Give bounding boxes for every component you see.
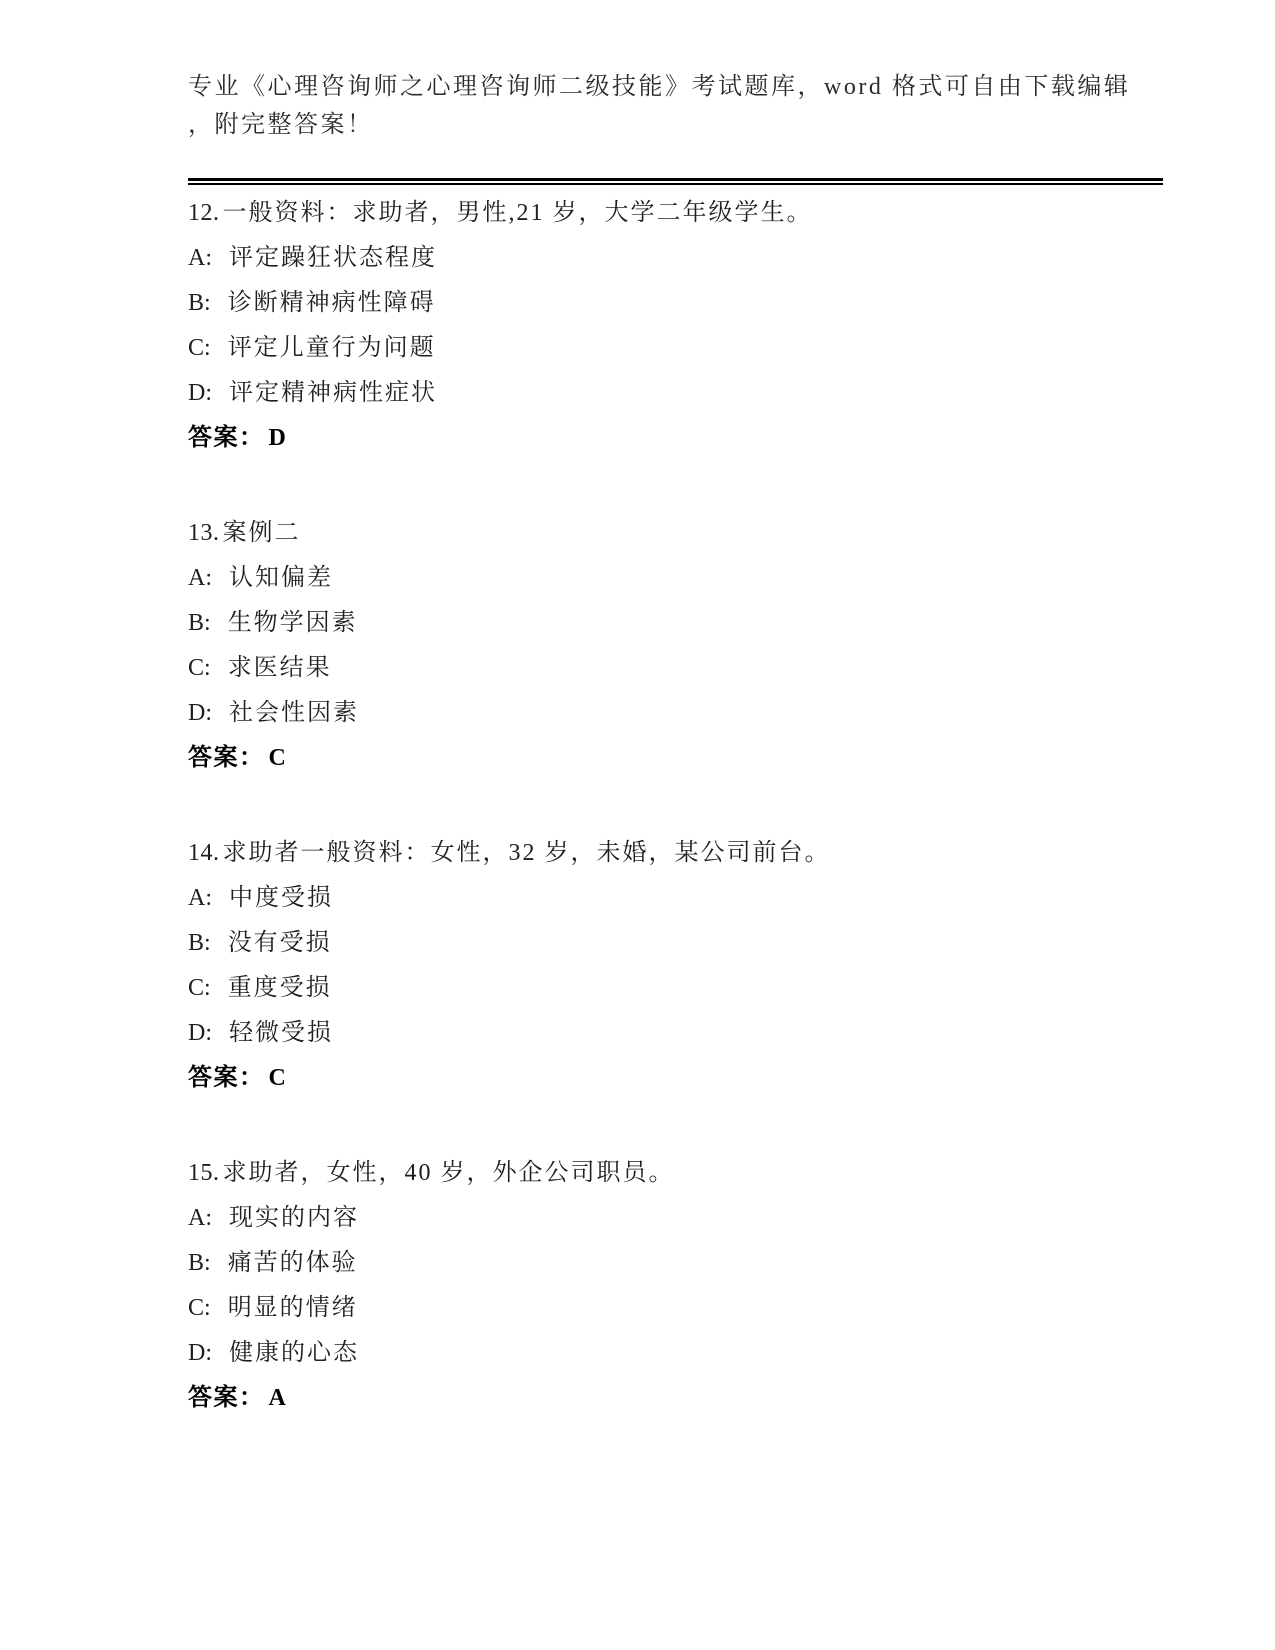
option-label: B: <box>188 610 211 636</box>
option-row <box>188 236 1163 281</box>
answer-value: C <box>268 1065 288 1091</box>
answer-label: 答案： <box>188 745 265 771</box>
option-label: B: <box>188 290 211 316</box>
answer-label: 答案： <box>188 425 265 451</box>
option-text: 评定儿童行为问题 <box>227 335 436 361</box>
option-label: C: <box>188 1295 211 1321</box>
option-row <box>188 921 1163 966</box>
question-number: 13. <box>188 520 220 546</box>
option-label: D: <box>188 1020 212 1046</box>
option-text: 明显的情绪 <box>227 1295 358 1321</box>
option-text: 没有受损 <box>227 930 332 956</box>
question-stem: 求助者，女性，40 岁，外企公司职员。 <box>222 1160 675 1186</box>
question-stem: 一般资料：求助者，男性,21 岁，大学二年级学生。 <box>222 200 813 226</box>
option-text: 健康的心态 <box>229 1340 359 1366</box>
option-row <box>188 1331 1163 1376</box>
option-label: A: <box>188 1205 212 1231</box>
option-text: 重度受损 <box>227 975 332 1001</box>
option-row <box>188 966 1163 1011</box>
option-label: D: <box>188 1340 212 1366</box>
question-block-15 <box>188 1151 1163 1421</box>
question-block-14 <box>188 831 1163 1101</box>
option-row <box>188 1241 1163 1286</box>
answer-row <box>188 736 1163 781</box>
option-text: 轻微受损 <box>229 1020 333 1046</box>
question-title <box>188 1151 1163 1196</box>
option-label: C: <box>188 975 211 1001</box>
answer-value: C <box>268 745 288 771</box>
question-block-12 <box>188 191 1163 461</box>
answer-row <box>188 416 1163 461</box>
option-label: B: <box>188 1250 211 1276</box>
option-row <box>188 1011 1163 1056</box>
question-title <box>188 191 1163 236</box>
question-number: 15. <box>188 1160 220 1186</box>
option-row <box>188 691 1163 736</box>
option-row <box>188 556 1163 601</box>
option-text: 社会性因素 <box>229 700 359 726</box>
option-text: 求医结果 <box>227 655 332 681</box>
option-label: C: <box>188 655 211 681</box>
option-text: 认知偏差 <box>229 565 333 591</box>
answer-label: 答案： <box>188 1065 265 1091</box>
question-stem: 求助者一般资料：女性，32 岁，未婚，某公司前台。 <box>222 840 831 866</box>
option-row <box>188 326 1163 371</box>
option-text: 评定精神病性症状 <box>229 380 437 406</box>
option-row <box>188 1196 1163 1241</box>
option-row <box>188 371 1163 416</box>
option-label: A: <box>188 885 212 911</box>
answer-row <box>188 1376 1163 1421</box>
option-text: 中度受损 <box>229 885 333 911</box>
answer-value: A <box>268 1385 288 1411</box>
header-separator-rule <box>188 178 1163 185</box>
option-row <box>188 601 1163 646</box>
answer-value: D <box>268 425 288 451</box>
option-label: D: <box>188 380 212 406</box>
option-row <box>188 876 1163 921</box>
option-row <box>188 646 1163 691</box>
option-label: A: <box>188 565 212 591</box>
answer-row <box>188 1056 1163 1101</box>
question-number: 12. <box>188 200 220 226</box>
option-text: 痛苦的体验 <box>227 1250 358 1276</box>
option-text: 现实的内容 <box>229 1205 359 1231</box>
document-header <box>188 68 1163 144</box>
answer-label: 答案： <box>188 1385 265 1411</box>
question-list <box>188 191 1163 1421</box>
option-text: 诊断精神病性障碍 <box>227 290 436 316</box>
question-number: 14. <box>188 840 220 866</box>
option-text: 生物学因素 <box>227 610 358 636</box>
option-label: D: <box>188 700 212 726</box>
header-line-2: ，附完整答案！ <box>188 112 374 138</box>
question-block-13 <box>188 511 1163 781</box>
header-line-1: 专业《心理咨询师之心理咨询师二级技能》考试题库，word 格式可自由下载编辑 <box>188 74 1131 100</box>
option-text: 评定躁狂状态程度 <box>229 245 437 271</box>
question-stem: 案例二 <box>222 520 301 546</box>
option-label: C: <box>188 335 211 361</box>
option-label: B: <box>188 930 211 956</box>
option-row <box>188 281 1163 326</box>
option-label: A: <box>188 245 212 271</box>
option-row <box>188 1286 1163 1331</box>
question-title <box>188 831 1163 876</box>
question-title <box>188 511 1163 556</box>
